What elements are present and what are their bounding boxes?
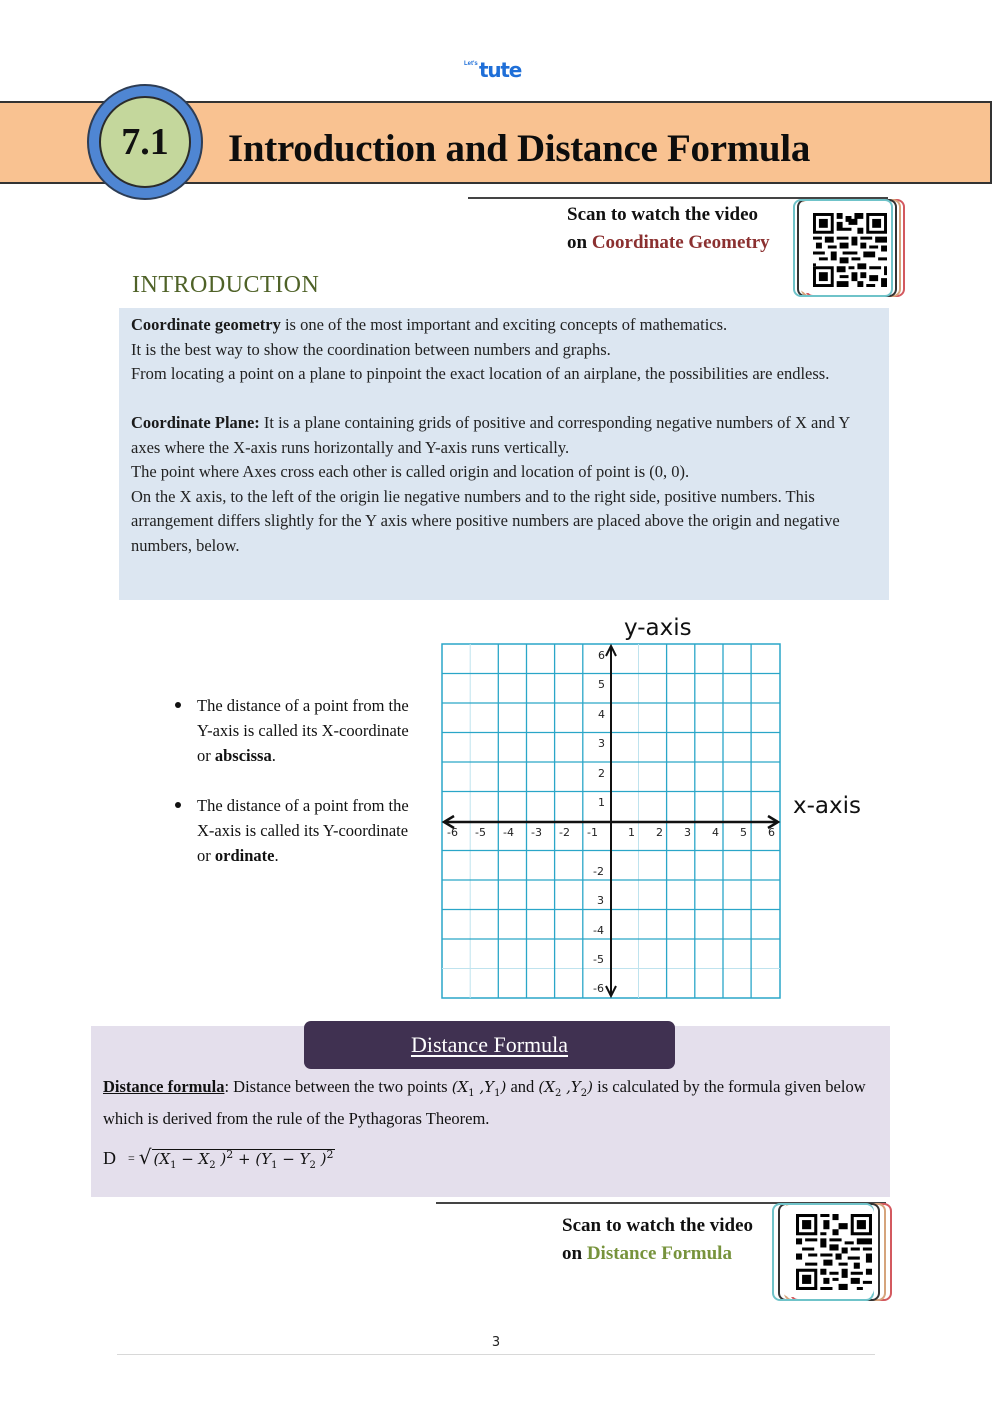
qr-caption-line1: Scan to watch the video [567,204,759,225]
y-tick: 1 [598,796,605,809]
axis-sign-paragraph: On the X axis, to the left of the origin lie negative numbers and to the right side, positive numbers. This arrangement differs slightly for the Y axis where positive numbers are placed above the origin and negative numbers, below. [131,486,840,555]
y-tick: 3 [597,894,604,907]
y-axis-label: y-axis [624,615,692,641]
coordinate-definitions-list [175,693,425,893]
distance-formula-equation [103,1141,335,1180]
lets-tute-logo [463,58,533,84]
logo-name: tute [479,58,522,82]
introduction-box [119,308,889,600]
qr-caption-bottom [562,1212,753,1268]
x-tick: 2 [656,826,663,839]
square-root-icon: √ ($X_1 - X_2$ )$^2 + (Y_1 - Y_2$ )$^2$ [138,1145,334,1171]
qr-caption-line2: on Coordinate Geometry [567,232,770,253]
x-tick: -3 [531,826,542,839]
origin-paragraph: The point where Axes cross each other is called origin and location of point is (0, 0). [131,462,690,481]
qr-code-card-top[interactable] [793,199,908,299]
qr-caption-line2: on Distance Formula [562,1243,732,1264]
y-tick: -2 [593,865,604,878]
x-tick: 3 [684,826,691,839]
y-tick: -4 [593,924,604,937]
x-tick: -1 [587,826,598,839]
qr-caption-top [567,201,770,257]
formula-lhs: D [103,1148,116,1168]
qr-code-card-bottom[interactable] [772,1203,894,1303]
y-tick: 5 [598,678,605,691]
x-tick: -2 [559,826,570,839]
qr-topic-link[interactable]: Distance Formula [586,1243,732,1264]
x-tick: -4 [503,826,514,839]
footer-divider [117,1354,875,1355]
y-tick: 2 [598,767,605,780]
x-tick: -6 [447,826,458,839]
introduction-heading: INTRODUCTION [132,272,320,298]
coordinate-plane-graph [430,612,880,1002]
intro-paragraph-2: It is the best way to show the coordination between numbers and graphs. [131,339,611,359]
x-tick: -5 [475,826,486,839]
y-tick: 4 [598,708,605,721]
qr-caption-line1: Scan to watch the video [562,1215,754,1236]
logo-prefix: Let's [464,61,478,67]
y-tick: -5 [593,953,604,966]
y-tick: -6 [593,982,604,995]
x-tick: 4 [712,826,719,839]
bullet-icon [175,802,181,808]
point-2: ($X_2$ $,Y_2$) [538,1078,593,1099]
intro-paragraph-3: From locating a point on a plane to pinpoint the exact location of an airplane, the possibilities are endless. [131,364,830,383]
qr-topic-link[interactable]: Coordinate Geometry [591,232,770,253]
point-1: ($X_1$ $,Y_1$) [451,1078,507,1099]
distance-formula-heading-button[interactable]: Distance Formula [304,1021,675,1069]
qr-code-icon [813,213,887,287]
list-item-ordinate: The distance of a point from the X-axis is called its Y-coordinate or ordinate. [175,793,425,868]
intro-paragraph-1: Coordinate geometry is one of the most important and exciting concepts of mathematics. [131,315,728,334]
section-number-badge-inner [99,96,191,188]
page-title: Introduction and Distance Formula [228,127,811,170]
page-number: 3 [491,1335,501,1350]
x-axis-label: x-axis [793,793,861,819]
coordinate-plane-paragraph: Coordinate Plane: It is a plane containing grids of positive and corresponding negative numbers of X and Y axes where the X-axis runs horizontally and Y-axis runs vertically. [131,413,850,457]
y-tick: 3 [598,737,605,750]
x-tick: 6 [768,826,775,839]
section-number-badge [87,84,203,200]
qr-code-icon [796,1214,872,1290]
distance-formula-description: Distance formula: Distance between the two points ($X_1$ $,Y_1$) and ($X_2$ $,Y_2$) is calculated by the formula given below which is derived from the rule of the Pythagoras Theorem. [103,1077,866,1128]
x-tick: 1 [628,826,635,839]
section-number: 7.1 [121,121,169,163]
bullet-icon [175,702,181,708]
list-item-abscissa: The distance of a point from the Y-axis is called its X-coordinate or abscissa. [175,693,425,768]
x-tick: 5 [740,826,747,839]
formula-equals: = [128,1151,135,1165]
distance-formula-term: Distance formula [103,1077,225,1096]
y-tick: 6 [598,649,605,662]
